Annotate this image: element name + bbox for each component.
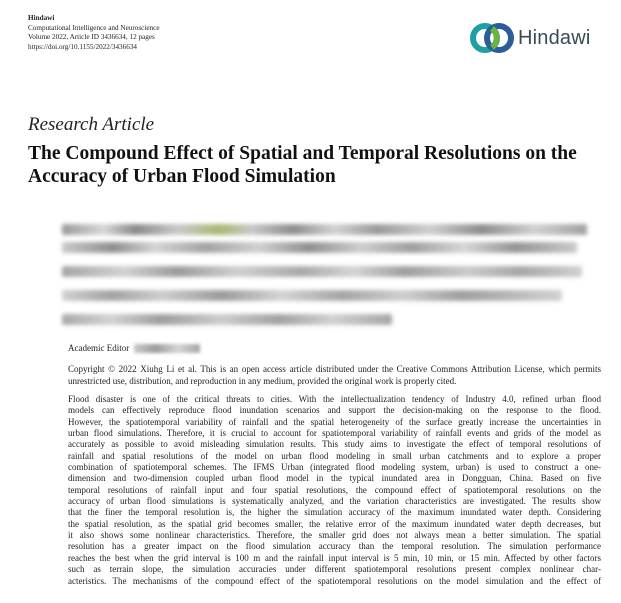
- abstract-line: urban flood simulations. Therefore, it is crucial to account for spatiotemporal variability of rainfall events and grids of the model as: [68, 428, 601, 439]
- hindawi-logo-icon: [470, 21, 514, 55]
- abstract: [68, 394, 601, 587]
- authors-redacted: [62, 218, 592, 338]
- abstract-line: rainfall and spatial resolutions of the model on urban flood modeling in small urban catchments and to explore a proper: [68, 450, 601, 461]
- abstract-line: However, the spatiotemporal variability of rainfall and the spatial heterogeneity of the surface greatly increase the uncertainties in: [68, 416, 601, 427]
- redacted-editor-name: [134, 344, 200, 353]
- academic-editor-label: Academic Editor: [68, 343, 130, 353]
- volume-line: Volume 2022, Article ID 3436634, 12 pages: [28, 33, 155, 42]
- copyright-text: This is an open access article distributed under the Creative Commons Attribution License, which permits unrestricted use, distribution, and reproduction in any medium, provided the original work is properly cited.: [68, 364, 602, 386]
- title-line: The Compound Effect of Spatial and Temporal Resolutions on the: [28, 143, 577, 164]
- academic-editor: [68, 343, 200, 353]
- hindawi-logo-text: Hindawi: [518, 26, 591, 49]
- abstract-line: reaches the best when the grid interval is 100 m and the rainfall input interval is 5 min, 10 min, or 15 min. Affected by other factors: [68, 552, 601, 563]
- abstract-line: the spatial resolution, as the spatial grid becomes smaller, the relative error of the maximum inundated water depth decreases, but: [68, 518, 601, 529]
- redacted-author-line: [62, 266, 582, 277]
- abstract-line: that the finer the temporal resolution is, the higher the simulation accuracy of the maximum inundated water depth. Considering: [68, 507, 601, 518]
- hindawi-logo[interactable]: [470, 18, 591, 58]
- title-line: Accuracy of Urban Flood Simulation: [28, 166, 336, 187]
- doi-link[interactable]: https://doi.org/10.1155/2022/3436634: [28, 42, 138, 51]
- abstract-line: temporal resolutions of rainfall input and four spatial resolutions, the compound effect of spatiotemporal resolutions on the: [68, 484, 601, 495]
- article-title: [28, 142, 608, 188]
- journal-name: Computational Intelligence and Neuroscience: [28, 23, 160, 32]
- abstract-line: Flood disaster is one of the critical threats to cities. With the intellectualization tendency of Industry 4.0, refined urban flood: [68, 394, 601, 404]
- publisher-name: Hindawi: [28, 14, 55, 22]
- abstract-line: acteristics. The mechanisms of the compound effect of the spatiotemporal resolutions on the model simulation and the effect of: [68, 575, 601, 586]
- abstract-line: combination of spatiotemporal schemes. The IFMS Urban (integrated flood modeling system, urban) is used to construct a one-: [68, 462, 601, 473]
- redacted-affiliation-line: [62, 314, 392, 325]
- redacted-author-line: [62, 242, 577, 253]
- abstract-line: resolution has a greater impact on the flood simulation accuracy than the temporal resolution. The simulation performance: [68, 541, 601, 552]
- copyright-lead: Copyright © 2022 Xiuhg Li et al.: [68, 364, 197, 374]
- redacted-affiliation-line: [62, 290, 562, 301]
- abstract-line: such as terrain slope, the simulation accuracies under different spatiotemporal resolutions present complex nonlinear char-: [68, 564, 601, 575]
- copyright-notice: [68, 364, 601, 387]
- redacted-author-line: [62, 224, 587, 235]
- article-type: Research Article: [28, 114, 155, 135]
- abstract-line: accurately as possible to avoid misleading simulation results. This study aims to investigate the effect of temporal resolutions of: [68, 439, 601, 450]
- abstract-line: dimension and two-dimension coupled urban flood model in the typical inundated area in Dongguan, China. Based on five: [68, 473, 601, 484]
- header-meta: [28, 14, 160, 52]
- abstract-line: it also shows some nonlinear characteristics. Therefore, the smaller grid does not always mean a better simulation. The spatial: [68, 530, 601, 541]
- abstract-line: accuracy of urban flood simulations is systematically analyzed, and the variation characteristics are investigated. The results show: [68, 496, 601, 507]
- abstract-line: models can effectively reproduce flood inundation scenarios and support the decision-making on the response to the flood.: [68, 405, 601, 416]
